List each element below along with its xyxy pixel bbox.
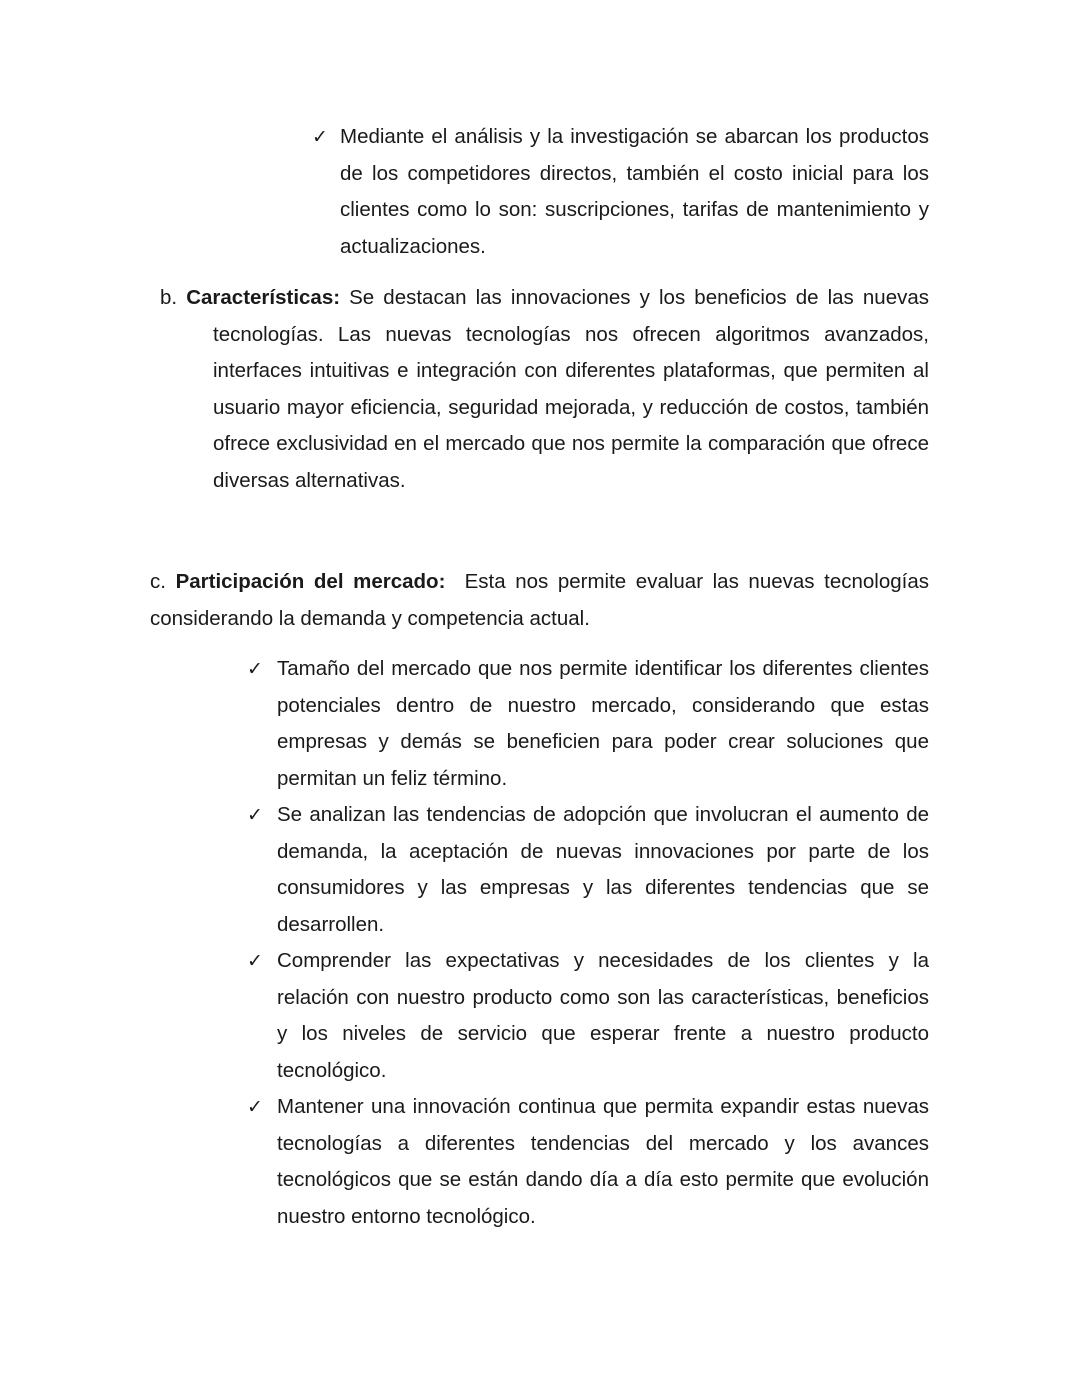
- check-icon: ✓: [247, 950, 263, 972]
- section-c-heading: Participación del mercado:: [175, 570, 446, 593]
- bullet-competitors: Mediante el análisis y la investigación se abarcan los productos de los competidores directos, también el costo inicial para los clientes como lo son: suscripciones, tarifas de mantenimiento y actualizaciones.: [340, 125, 929, 258]
- section-c-prefix: c.: [150, 570, 166, 593]
- bullet-continuous-innovation: Mantener una innovación continua que permita expandir estas nuevas tecnologías a diferentes tendencias del mercado y los avances tecnológicos que se están dando día a día esto permite que evolución nuestro entorno tecnológico.: [277, 1095, 929, 1228]
- bullet-customer-needs: Comprender las expectativas y necesidades de los clientes y la relación con nuestro producto como son las características, beneficios y los niveles de servicio que esperar frente a nuestro producto tecnológico.: [277, 949, 929, 1082]
- section-c: [150, 564, 935, 637]
- section-c-text: Esta nos permite evaluar las nuevas tecnologías considerando la demanda y competencia actual.: [150, 570, 935, 630]
- section-b-heading: Características:: [186, 286, 341, 309]
- section-b-text: Se destacan las innovaciones y los beneficios de las nuevas tecnologías. Las nuevas tecnologías nos ofrecen algoritmos avanzados, interfaces intuitivas e integración con diferentes plataformas, que permiten al usuario mayor eficiencia, seguridad mejorada, y reducción de costos, también ofrece exclusividad en el mercado que nos permite la comparación que ofrece diversas alternativas.: [213, 286, 929, 492]
- bullet-market-size: Tamaño del mercado que nos permite identificar los diferentes clientes potenciales dentro de nuestro mercado, considerando que estas empresas y demás se beneficien para poder crear soluciones que permitan un feliz término.: [277, 657, 929, 790]
- check-icon: ✓: [312, 126, 328, 148]
- check-icon: ✓: [247, 804, 263, 826]
- section-b-prefix: b.: [160, 286, 178, 309]
- check-icon: ✓: [247, 658, 263, 680]
- check-icon: ✓: [247, 1096, 263, 1118]
- section-b: [160, 280, 929, 499]
- bullet-adoption-trends: Se analizan las tendencias de adopción que involucran el aumento de demanda, la aceptación de nuevas innovaciones por parte de los consumidores y las empresas y las diferentes tendencias que se desarrollen.: [277, 803, 929, 936]
